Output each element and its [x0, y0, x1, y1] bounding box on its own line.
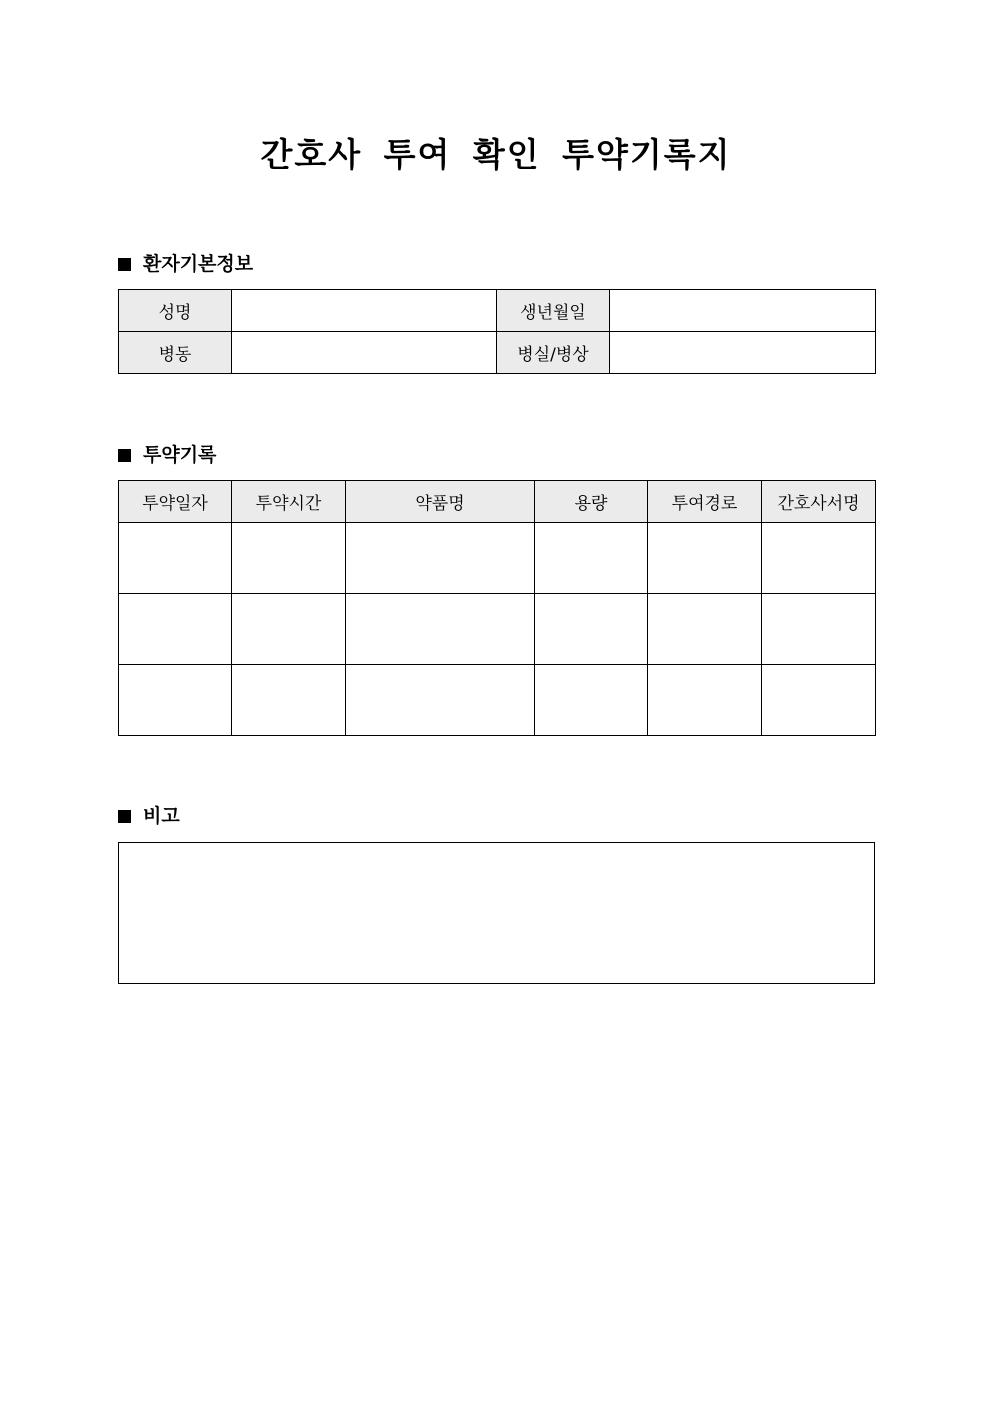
patient-info-heading-text: 환자기본정보: [143, 253, 254, 275]
dose-cell[interactable]: [535, 523, 648, 594]
column-header-route: 투여경로: [648, 481, 762, 523]
table-header-row: [119, 481, 876, 523]
nurse-signature-cell[interactable]: [762, 665, 876, 736]
route-cell[interactable]: [648, 594, 762, 665]
time-cell[interactable]: [232, 523, 346, 594]
dose-cell[interactable]: [535, 665, 648, 736]
remarks-heading: [118, 803, 180, 829]
column-header-dose: 용량: [535, 481, 648, 523]
date-cell[interactable]: [119, 665, 232, 736]
medication-record-heading-text: 투약기록: [143, 444, 217, 466]
ward-label: 병동: [119, 332, 232, 374]
patient-info-table: [118, 289, 876, 374]
birthdate-field[interactable]: [610, 290, 876, 332]
drug-name-cell[interactable]: [346, 665, 535, 736]
date-cell[interactable]: [119, 523, 232, 594]
column-header-nurse-signature: 간호사서명: [762, 481, 876, 523]
table-row: [119, 665, 876, 736]
date-cell[interactable]: [119, 594, 232, 665]
name-label: 성명: [119, 290, 232, 332]
route-cell[interactable]: [648, 665, 762, 736]
nurse-signature-cell[interactable]: [762, 523, 876, 594]
ward-field[interactable]: [232, 332, 497, 374]
drug-name-cell[interactable]: [346, 594, 535, 665]
dose-cell[interactable]: [535, 594, 648, 665]
name-field[interactable]: [232, 290, 497, 332]
room-bed-field[interactable]: [610, 332, 876, 374]
patient-info-row: [119, 332, 876, 374]
document-title: 간호사 투여 확인 투약기록지: [260, 135, 732, 174]
column-header-drug-name: 약품명: [346, 481, 535, 523]
time-cell[interactable]: [232, 594, 346, 665]
square-bullet-icon: [118, 258, 131, 271]
remarks-heading-text: 비고: [143, 805, 180, 827]
nurse-signature-cell[interactable]: [762, 594, 876, 665]
square-bullet-icon: [118, 810, 131, 823]
column-header-date: 투약일자: [119, 481, 232, 523]
column-header-time: 투약시간: [232, 481, 346, 523]
patient-info-row: [119, 290, 876, 332]
remarks-field[interactable]: [118, 842, 875, 984]
room-bed-label: 병실/병상: [497, 332, 610, 374]
square-bullet-icon: [118, 449, 131, 462]
patient-info-heading: [118, 251, 253, 277]
medication-record-table: [118, 480, 876, 736]
time-cell[interactable]: [232, 665, 346, 736]
table-row: [119, 523, 876, 594]
medication-record-heading: [118, 442, 216, 468]
table-row: [119, 594, 876, 665]
drug-name-cell[interactable]: [346, 523, 535, 594]
birthdate-label: 생년월일: [497, 290, 610, 332]
route-cell[interactable]: [648, 523, 762, 594]
